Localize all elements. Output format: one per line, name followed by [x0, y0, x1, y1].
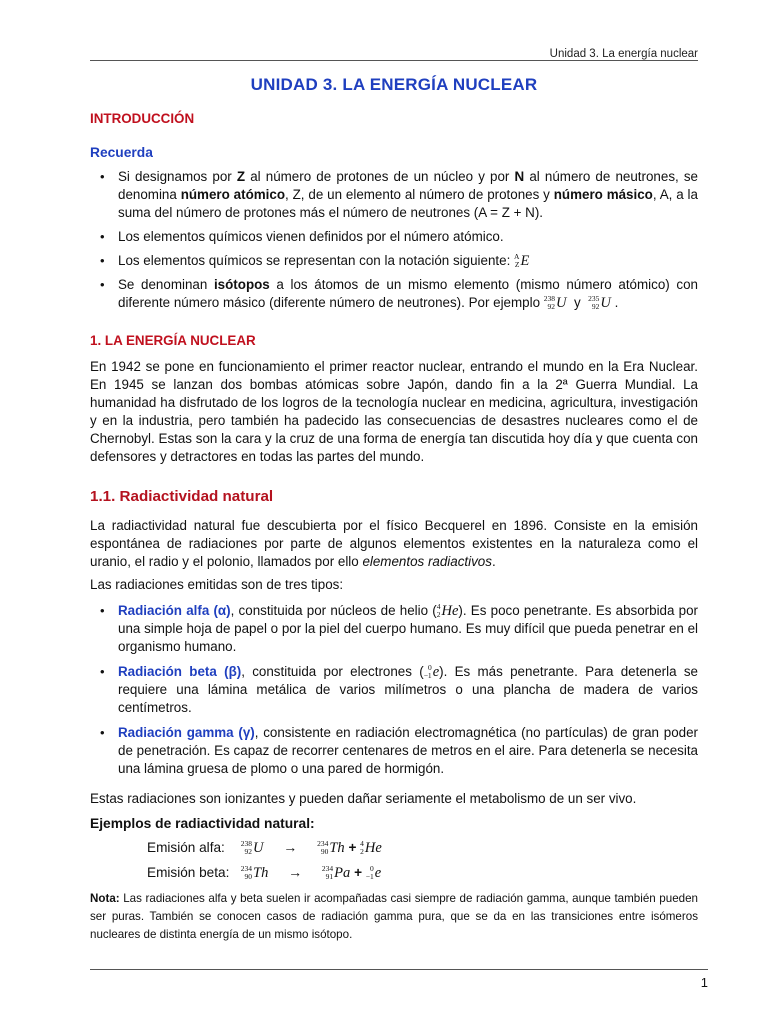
- list-item: • Se denominan isótopos a los átomos de un mismo elemento (mismo número atómico) con diferente número másico (diferente número de neutrones). Por ejemplo 238 92 U y 235 92 U .: [100, 277, 698, 312]
- bullet-icon: •: [100, 725, 105, 740]
- bullet-icon: •: [100, 664, 105, 679]
- isotope-u238: 238 92 U: [543, 294, 567, 312]
- radiation-beta-label: Radiación beta (β): [118, 664, 242, 679]
- list-item: • Los elementos químicos se representan con la notación siguiente: A Z E: [100, 252, 530, 270]
- bullet-icon: •: [100, 603, 105, 618]
- bullet-icon: •: [100, 169, 105, 184]
- document-title: UNIDAD 3. LA ENERGÍA NUCLEAR: [250, 75, 538, 94]
- list-item: • Radiación beta (β), constituida por electrones ( 0 −1 e). Es más penetrante. Para detenerla se requiere una lámina metálica de varios milímetros o una plancha de madera de varios centímetros.: [100, 663, 698, 715]
- arrow-icon: →: [283, 839, 298, 855]
- isotope-u235: 235 92 U: [588, 294, 611, 312]
- note-paragraph: Nota: Las radiaciones alfa y beta suelen ir acompañadas casi siempre de radiación gamma, aunque también pueden ser puras. También se conocen casos de radiación gamma pura, que se da en las transiciones entre isómeros nucleares de distinta energía de un mismo isótopo.: [90, 892, 698, 941]
- footer-rule: [90, 969, 708, 970]
- list-item: • Radiación alfa (α), constituida por núcleos de helio ( 4 2 He). Es poco penetrante. Es absorbida por una simple hoja de papel o por la piel del cuerpo humano. Es muy difícil que pueda penetrar en el organismo humano.: [100, 602, 699, 654]
- section1-heading: 1. LA ENERGÍA NUCLEAR: [90, 333, 256, 348]
- section11-paragraph2: Las radiaciones emitidas son de tres tipos:: [90, 577, 344, 592]
- helium-nucleus: 4 2 He: [436, 602, 459, 620]
- page-number: 1: [700, 975, 708, 990]
- example-beta: Emisión beta: 234 90 Th → 234 91 Pa + 0 −1 e: [147, 864, 382, 882]
- electron: 0 −1 e: [423, 663, 440, 681]
- radiation-types-list: [90, 602, 698, 778]
- intro-heading: INTRODUCCIÓN: [90, 111, 195, 126]
- bullet-icon: •: [100, 229, 105, 244]
- list-item: • Radiación gamma (γ), consistente en radiación electromagnética (no partículas) de gran poder de penetración. Es capaz de recorrer centenares de metros en el aire. Para detenerla se necesita una lámina gruesa de plomo o una pared de hormigón.: [100, 725, 698, 776]
- example-alfa: Emisión alfa: 238 92 U → 234 90 Th + 4 2 He: [147, 839, 382, 857]
- header-rule: [90, 60, 698, 61]
- list-item: • Los elementos químicos vienen definidos por el número atómico.: [100, 229, 504, 244]
- section11-paragraph1: La radiactividad natural fue descubierta por el físico Becquerel en 1896. Consiste en la emisión espontánea de radiaciones por parte de algunos elementos existentes en la naturaleza como el uranio, el radio y el polonio, llamados por ello elementos radiactivos.: [90, 518, 698, 569]
- bullet-icon: •: [100, 253, 105, 268]
- element-notation: A Z E: [514, 252, 530, 270]
- radiation-gamma-label: Radiación gamma (γ): [118, 725, 255, 740]
- recuerda-heading: Recuerda: [90, 145, 153, 160]
- bullet-icon: •: [100, 277, 105, 292]
- section11-heading: 1.1. Radiactividad natural: [90, 488, 274, 505]
- list-item: • Si designamos por Z al número de protones de un núcleo y por N al número de neutrones, se denomina número atómico, Z, de un elemento al número de protones y número másico, A, a la suma del número de protones más el número de neutrones (A = Z + N).: [100, 169, 699, 220]
- intro-bullet-list: [90, 168, 698, 312]
- radiation-alfa-label: Radiación alfa (α): [118, 603, 231, 618]
- examples-heading: Ejemplos de radiactividad natural:: [90, 816, 315, 831]
- arrow-icon: →: [288, 864, 303, 880]
- section1-paragraph: En 1942 se pone en funcionamiento el primer reactor nuclear, entrando el mundo en la Era Nuclear. En 1945 se lanzan dos bombas atómicas sobre Japón, dando fin a la 2ª Guerra Mundial. La humanidad ha disfrutado de los logros de la tecnología nuclear en medicina, agricultura, investigación y en la industria, pero también ha padecido las consecuencias de desastres nucleares como el de Chernobyl. Estas son la cara y la cruz de una forma de energía tan discutida hoy día y que cuenta con defensores y detractores en todas las partes del mundo.: [90, 359, 698, 464]
- section11-paragraph3: Estas radiaciones son ionizantes y pueden dañar seriamente el metabolismo de un ser vivo.: [90, 791, 637, 806]
- running-header: Unidad 3. La energía nuclear: [549, 48, 698, 60]
